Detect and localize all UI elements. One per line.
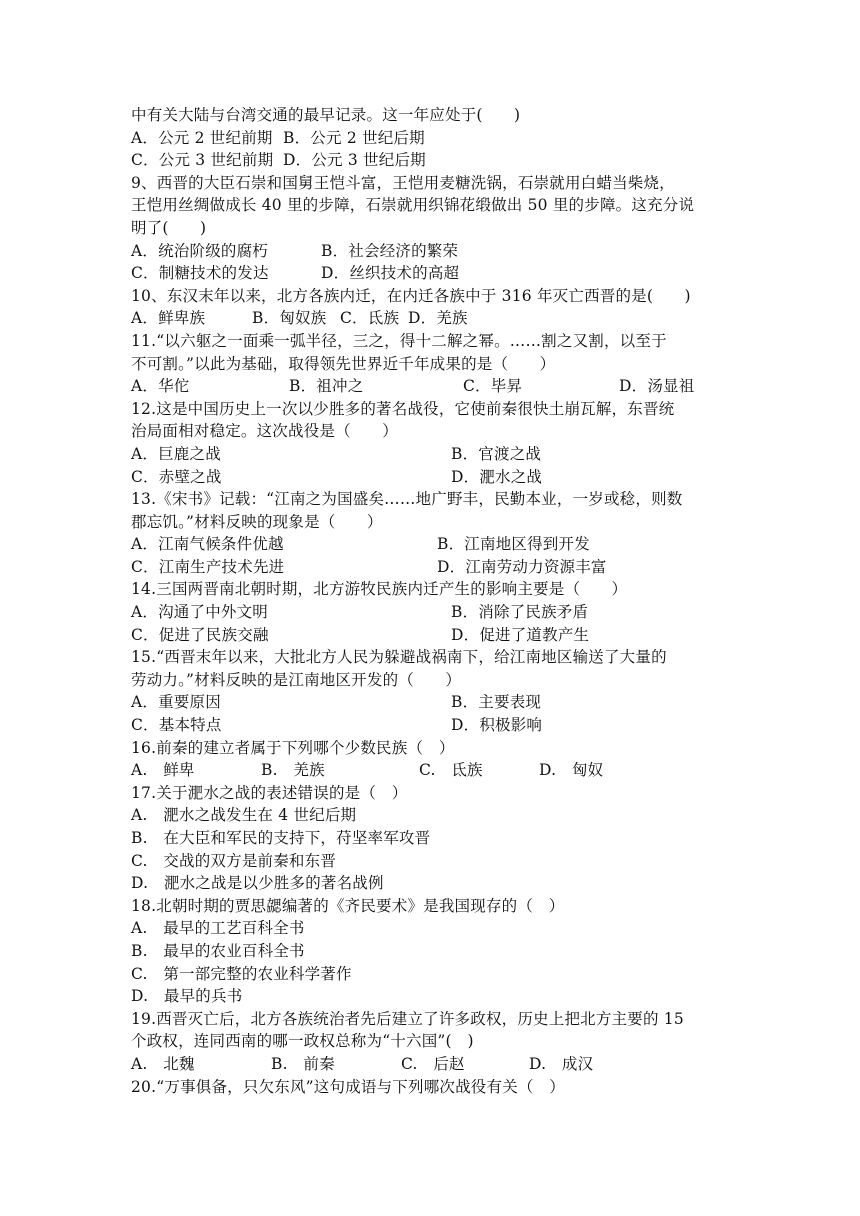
option-d: D．公元 3 世纪后期 [283, 151, 426, 170]
question-12-text: 治局面相对稳定。这次战役是（ ） [131, 422, 398, 441]
question-19-text: 19.西晋灭亡后，北方各族统治者先后建立了许多政权，历史上把北方主要的 15 [131, 1009, 684, 1028]
option-a: A．巨鹿之战 [131, 444, 221, 463]
option-b: B. 羌族 [261, 761, 325, 780]
question-10-options [131, 307, 737, 330]
option-c: C．江南生产技术先进 [131, 557, 285, 576]
option-c: C. 交战的双方是前秦和东晋 [131, 851, 337, 870]
option-b: B. 在大臣和军民的支持下，苻坚率军攻晋 [131, 829, 431, 847]
option-b: B．主要表现 [451, 693, 542, 712]
question-15-text: 劳动力。”材料反映的是江南地区开发的（ ） [131, 670, 462, 689]
option-d: D. 匈奴 [539, 761, 604, 780]
option-d: D．羌族 [408, 309, 468, 328]
option-a: A．江南气候条件优越 [131, 535, 284, 554]
option-a: A. 北魏 [131, 1054, 195, 1073]
option-a: A．华佗 [131, 377, 190, 396]
option-c: C．制糖技术的发达 [131, 264, 269, 283]
question-16-options [131, 759, 737, 782]
exam-page [131, 104, 737, 1098]
option-d: D．淝水之战 [451, 467, 543, 486]
option-b: B．社会经济的繁荣 [321, 241, 459, 260]
option-b: B．消除了民族矛盾 [451, 603, 589, 622]
question-14-text: 14.三国两晋南北朝时期，北方游牧民族内迁产生的影响主要是（ ） [131, 580, 628, 599]
question-14-options-row-1 [131, 601, 737, 624]
option-c: C．赤壁之战 [131, 467, 222, 486]
option-a: A．重要原因 [131, 693, 221, 712]
question-9-text: 王恺用丝绸做成长 40 里的步障，石崇就用织锦花缎做出 50 里的步障。这充分说 [131, 196, 695, 215]
option-a: A．统治阶级的腐朽 [131, 241, 268, 260]
question-15-text: 15.“西晋末年以来，大批北方人民为躲避战祸南下，给江南地区输送了大量的 [131, 648, 667, 667]
question-11-options [131, 375, 737, 398]
option-a: A．沟通了中外文明 [131, 603, 268, 622]
question-9-text: 9、西晋的大臣石崇和国舅王恺斗富，王恺用麦糖洗锅，石崇就用白蜡当柴烧， [131, 173, 675, 192]
question-14-options-row-2 [131, 624, 737, 647]
option-d: D．积极影响 [451, 716, 543, 735]
question-12-options-row-1 [131, 443, 737, 466]
option-a: A. 淝水之战发生在 4 世纪后期 [131, 806, 357, 825]
question-18-text: 18.北朝时期的贾思勰编著的《齐民要术》是我国现存的（ ） [131, 896, 565, 915]
option-c: C．公元 3 世纪前期 [131, 151, 274, 170]
option-d: D．丝织技术的高超 [321, 264, 460, 283]
question-12-options-row-2 [131, 466, 737, 489]
question-11-text: 不可割。”以此为基础，取得领先世界近千年成果的是（ ） [131, 354, 556, 373]
option-c: C. 第一部完整的农业科学著作 [131, 964, 352, 983]
question-9-options-row-2 [131, 262, 737, 285]
question-16-text: 16.前秦的建立者属于下列哪个少数民族（ ） [131, 738, 455, 757]
question-8-options-row-2 [131, 149, 737, 172]
option-b: B. 最早的农业百科全书 [131, 941, 305, 960]
question-10-text: 10、东汉末年以来，北方各族内迁，在内迁各族中于 316 年灭亡西晋的是( ) [131, 286, 691, 305]
question-8-options-row-1 [131, 127, 737, 150]
question-13-text: 郡忘饥。”材料反映的现象是（ ） [131, 512, 383, 531]
question-9-options-row-1 [131, 240, 737, 263]
question-15-options-row-1 [131, 691, 737, 714]
question-9-text: 明了( ) [131, 218, 207, 237]
question-11-text: 11.“以六躯之一面乘一弧半径，三之，得十二解之幂。……割之又割，以至于 [131, 331, 667, 350]
question-12-text: 12.这是中国历史上一次以少胜多的著名战役，它使前秦很快土崩瓦解，东晋统 [131, 399, 675, 418]
option-d: D．汤显祖 [619, 377, 695, 396]
option-b: B．公元 2 世纪后期 [283, 128, 425, 147]
option-a: A．公元 2 世纪前期 [131, 128, 273, 147]
question-13-options-row-2 [131, 556, 737, 579]
option-c: C．氐族 [340, 309, 400, 328]
question-15-options-row-2 [131, 714, 737, 737]
option-c: C．促进了民族交融 [131, 625, 269, 644]
option-c: C．基本特点 [131, 716, 222, 735]
option-a: A. 最早的工艺百科全书 [131, 919, 305, 938]
option-c: C. 氐族 [419, 761, 483, 780]
option-d: D. 淝水之战是以少胜多的著名战例 [131, 874, 384, 893]
option-d: D. 最早的兵书 [131, 987, 243, 1006]
option-c: C．毕昇 [463, 377, 523, 396]
question-19-text: 个政权，连同西南的哪一政权总称为“十六国”( ) [131, 1032, 474, 1051]
option-a: A. 鲜卑 [131, 761, 195, 780]
option-c: C. 后赵 [401, 1054, 465, 1073]
option-d: D．促进了道教产生 [451, 625, 590, 644]
question-17-text: 17.关于淝水之战的表述错误的是（ ） [131, 783, 408, 802]
question-19-options [131, 1053, 737, 1076]
option-b: B．祖冲之 [289, 377, 364, 396]
option-b: B．江南地区得到开发 [437, 535, 590, 554]
option-d: D. 成汉 [529, 1054, 594, 1073]
question-13-text: 13.《宋书》记载：“江南之为国盛矣……地广野丰，民勤本业，一岁或稔，则数 [131, 490, 683, 509]
option-b: B．匈奴族 [252, 309, 327, 328]
question-13-options-row-1 [131, 533, 737, 556]
option-d: D．江南劳动力资源丰富 [437, 557, 607, 576]
question-20-text: 20.“万事俱备，只欠东风”这句成语与下列哪次战役有关（ ） [131, 1077, 566, 1096]
option-b: B. 前秦 [271, 1054, 335, 1073]
option-b: B．官渡之战 [451, 444, 542, 463]
option-a: A．鲜卑族 [131, 309, 206, 328]
question-8-text: 中有关大陆与台湾交通的最早记录。这一年应处于( ) [131, 106, 521, 124]
